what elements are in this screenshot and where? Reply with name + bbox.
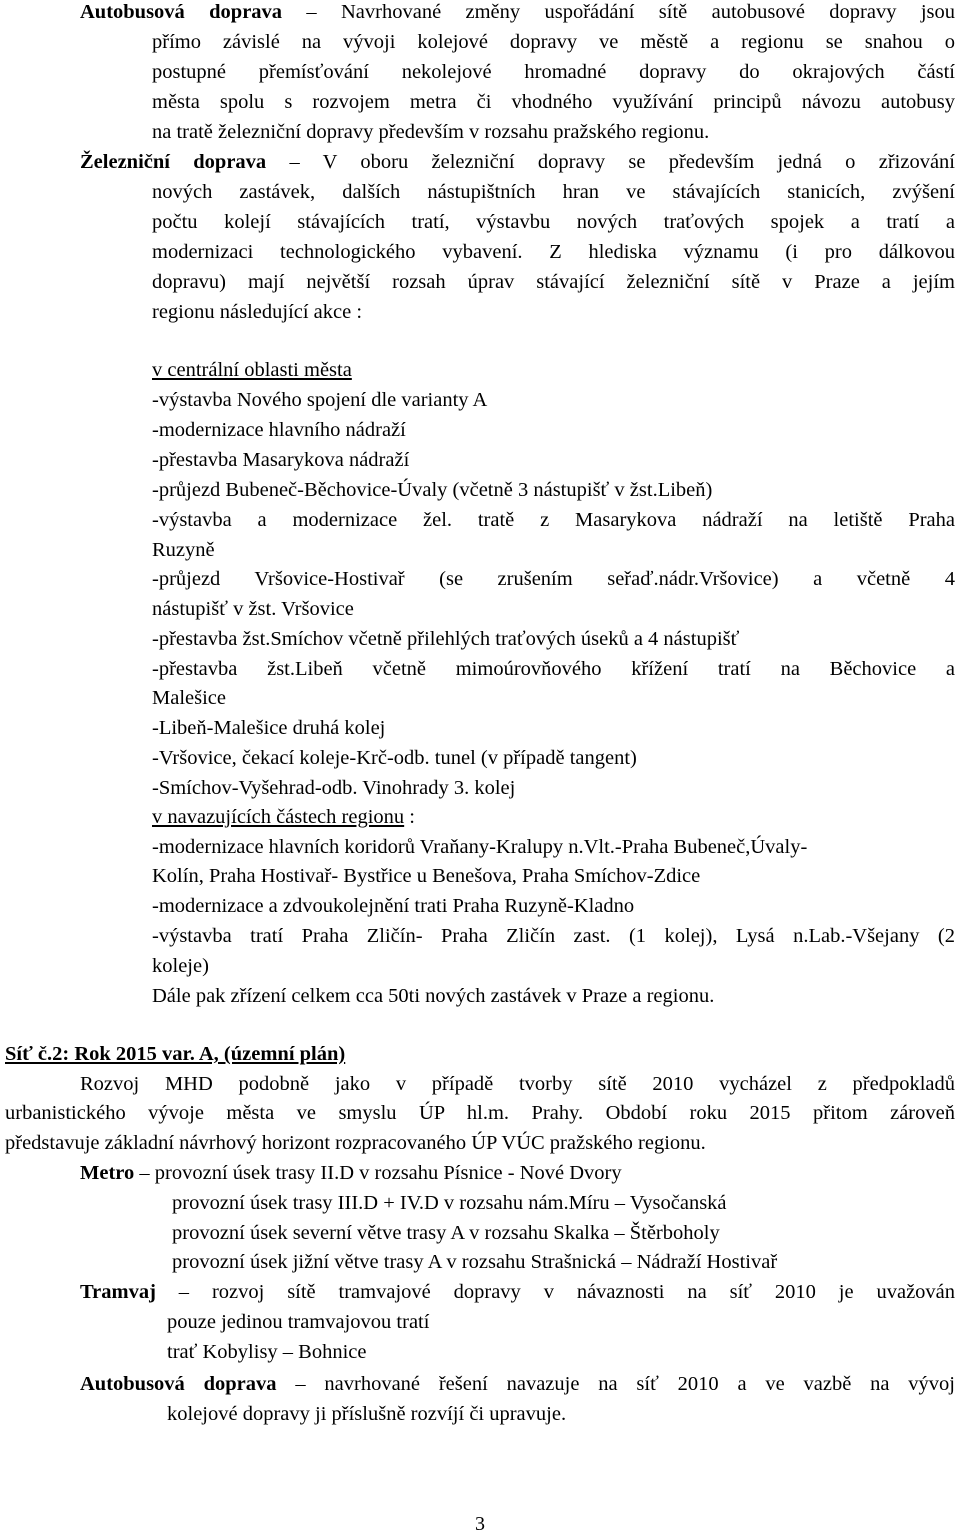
section-title: Síť č.2: Rok 2015 var. A, (územní plán) (5, 1043, 346, 1065)
bus1-line: postupné přemísťování nekolejové hromadné dopravy do okrajových částí (152, 61, 955, 83)
region-item: -modernizace a zdvoukolejnění trati Praha Ruzyně-Kladno (152, 895, 635, 917)
central-item: -výstavba a modernizace žel. tratě z Masarykova nádraží na letiště Praha (152, 509, 955, 531)
section-intro-line: urbanistického vývoje města ve smyslu ÚP hl.m. Prahy. Období roku 2015 přitom zároveň (5, 1102, 955, 1124)
region-item: -výstavba tratí Praha Zličín- Praha Zličín zast. (1 kolej), Lysá n.Lab.-Všejany (2 (152, 925, 955, 947)
central-item: -přestavba Masarykova nádraží (152, 449, 410, 471)
section-intro-line: Rozvoj MHD podobně jako v případě tvorby sítě 2010 vycházel z předpokladů (80, 1073, 955, 1095)
central-item: Ruzyně (152, 539, 215, 561)
rail-line: počtu kolejí stávajících tratí, výstavbu nových traťových spojek a tratí a (152, 211, 955, 233)
rail-line: dopravu) mají největší rozsah úprav stávající železniční sítě v Praze a jejím (152, 271, 955, 293)
central-item: -Smíchov-Vyšehrad-odb. Vinohrady 3. kolej (152, 777, 516, 799)
metro-heading: Metro (80, 1162, 135, 1184)
tram-line: trať Kobylisy – Bohnice (167, 1341, 367, 1363)
region-item: Kolín, Praha Hostivař- Bystřice u Benešova, Praha Smíchov-Zdice (152, 865, 701, 887)
region-heading-line (152, 802, 415, 832)
central-item: -průjezd Vršovice-Hostivař (se zrušením seřaď.nádr.Vršovice) a včetně 4 (152, 568, 955, 590)
central-item: nástupišť v žst. Vršovice (152, 598, 354, 620)
central-item: -modernizace hlavního nádraží (152, 419, 406, 441)
region-heading-colon: : (404, 806, 415, 828)
central-item: -výstavba Nového spojení dle varianty A (152, 389, 488, 411)
region-item: Dále pak zřízení celkem cca 50ti nových zastávek v Praze a regionu. (152, 985, 715, 1007)
tram-line: pouze jedinou tramvajovou tratí (167, 1311, 430, 1333)
metro-item: provozní úsek trasy II.D v rozsahu Písnice - Nové Dvory (154, 1162, 622, 1184)
tram-heading: Tramvaj (80, 1281, 156, 1303)
bus1-line: přímo závislé na vývoji kolejové dopravy ve městě a regionu se snahou o (152, 31, 955, 53)
central-item: -přestavba žst.Libeň včetně mimoúrovňového křížení tratí na Běchovice a (152, 658, 955, 680)
bus1-heading: Autobusová doprava (80, 1, 283, 23)
bus2-dash: – (295, 1373, 306, 1395)
bus2-line: kolejové dopravy ji příslušně rozvíjí či upravuje. (167, 1403, 567, 1425)
region-heading: v navazujících částech regionu (152, 806, 405, 828)
region-item: -modernizace hlavních koridorů Vraňany-Kralupy n.Vlt.-Praha Bubeneč,Úvaly- (152, 836, 808, 858)
bus2-line: navrhované řešení navazuje na síť 2010 a ve vazbě na vývoj (324, 1373, 955, 1395)
bus2-first-line (80, 1369, 955, 1399)
central-item: Malešice (152, 687, 226, 709)
central-item: -Libeň-Malešice druhá kolej (152, 717, 386, 739)
bus1-line: Navrhované změny uspořádání sítě autobusové dopravy jsou (341, 1, 955, 23)
metro-item: provozní úsek trasy III.D + IV.D v rozsahu nám.Míru – Vysočanská (172, 1192, 727, 1214)
metro-item: provozní úsek severní větve trasy A v rozsahu Skalka – Štěrboholy (172, 1222, 720, 1244)
central-item: -Vršovice, čekací koleje-Krč-odb. tunel (v případě tangent) (152, 747, 637, 769)
bus2-heading: Autobusová doprava (80, 1373, 277, 1395)
region-item: koleje) (152, 955, 209, 977)
bus1-dash: – (306, 1, 317, 23)
rail-dash: – (289, 151, 300, 173)
metro-first-line (80, 1158, 622, 1188)
metro-item: provozní úsek jižní větve trasy A v rozsahu Strašnická – Nádraží Hostivař (172, 1251, 778, 1273)
rail-heading: Železniční doprava (80, 151, 267, 173)
bus1-first-line (80, 0, 955, 27)
central-heading: v centrální oblasti města (152, 359, 352, 381)
tram-line: rozvoj sítě tramvajové dopravy v návaznosti na síť 2010 je uvažován (211, 1281, 955, 1303)
rail-line: V oboru železniční dopravy se především jedná o zřizování (322, 151, 955, 173)
rail-first-line (80, 147, 955, 177)
tram-first-line (80, 1277, 955, 1307)
page-number: 3 (475, 1513, 485, 1535)
section-intro-line: představuje základní návrhový horizont rozpracovaného ÚP VÚC pražského regionu. (5, 1132, 706, 1154)
rail-line: modernizaci technologického vybavení. Z hlediska významu (i pro dálkovou (152, 241, 955, 263)
central-item: -průjezd Bubeneč-Běchovice-Úvaly (včetně 3 nástupišť v žst.Libeň) (152, 479, 713, 501)
central-item: -přestavba žst.Smíchov včetně přilehlých traťových úseků a 4 nástupišť (152, 628, 740, 650)
rail-line: regionu následující akce : (152, 301, 363, 323)
bus1-line: města spolu s rozvojem metra či vhodného využívání principů návozu autobusy (152, 91, 955, 113)
metro-dash: – (139, 1162, 150, 1184)
tram-dash: – (178, 1281, 190, 1303)
bus1-line: na tratě železniční dopravy především v rozsahu pražského regionu. (152, 121, 710, 143)
rail-line: nových zastávek, dalších nástupištních hran ve stávajících stanicích, zvýšení (152, 181, 955, 203)
